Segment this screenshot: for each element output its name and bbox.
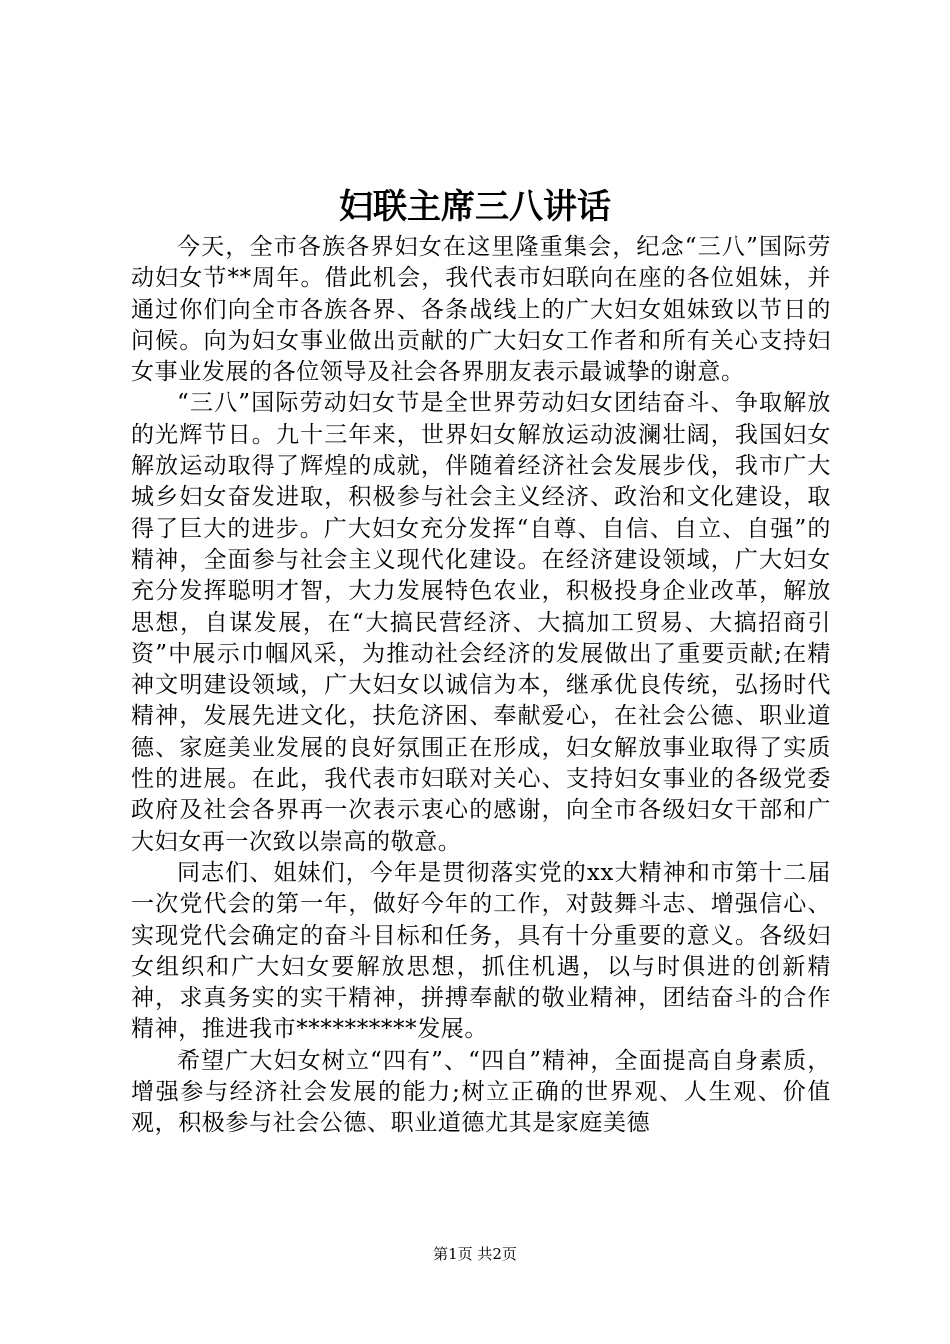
paragraph-4: 希望广大妇女树立“四有”、“四自”精神，全面提高自身素质，增强参与经济社会发展的能力;树立正确的世界观、人生观、价值观，积极参与社会公德、职业道德尤其是家庭美德 bbox=[131, 1047, 831, 1137]
paragraph-3: 同志们、姐妹们，今年是贯彻落实党的xx大精神和市第十二届一次党代会的第一年，做好今年的工作，对鼓舞斗志、增强信心、实现党代会确定的奋斗目标和任务，具有十分重要的意义。各级妇女组织和广大妇女要解放思想，抓住机遇，以与时俱进的创新精神，求真务实的实干精神，拼搏奉献的敬业精神，团结奋斗的合作精神，推进我市**********发展。 bbox=[131, 859, 831, 1043]
document-body bbox=[131, 232, 831, 1140]
paragraph-1: 今天，全市各族各界妇女在这里隆重集会，纪念“三八”国际劳动妇女节**周年。借此机会，我代表市妇联向在座的各位姐妹，并通过你们向全市各族各界、各条战线上的广大妇女姐妹致以节日的问候。向为妇女事业做出贡献的广大妇女工作者和所有关心支持妇女事业发展的各位领导及社会各界朋友表示最诚挚的谢意。 bbox=[131, 234, 831, 386]
page-footer: 第1页 共2页 bbox=[433, 1245, 517, 1263]
document-title: 妇联主席三八讲话 bbox=[339, 187, 611, 227]
paragraph-2: “三八”国际劳动妇女节是全世界劳动妇女团结奋斗、争取解放的光辉节日。九十三年来，世界妇女解放运动波澜壮阔，我国妇女解放运动取得了辉煌的成就，伴随着经济社会发展步伐，我市广大城乡妇女奋发进取，积极参与社会主义经济、政治和文化建设，取得了巨大的进步。广大妇女充分发挥“自尊、自信、自立、自强”的精神，全面参与社会主义现代化建设。在经济建设领域，广大妇女充分发挥聪明才智，大力发展特色农业，积极投身企业改革，解放思想，自谋发展，在“大搞民营经济、大搞加工贸易、大搞招商引资”中展示巾帼风采，为推动社会经济的发展做出了重要贡献;在精神文明建设领域，广大妇女以诚信为本，继承优良传统，弘扬时代精神，发展先进文化，扶危济困、奉献爱心，在社会公德、职业道德、家庭美业发展的良好氛围正在形成，妇女解放事业取得了实质性的进展。在此，我代表市妇联对关心、支持妇女事业的各级党委政府及社会各界再一次表示衷心的感谢，向全市各级妇女干部和广大妇女再一次致以崇高的敬意。 bbox=[131, 390, 831, 855]
